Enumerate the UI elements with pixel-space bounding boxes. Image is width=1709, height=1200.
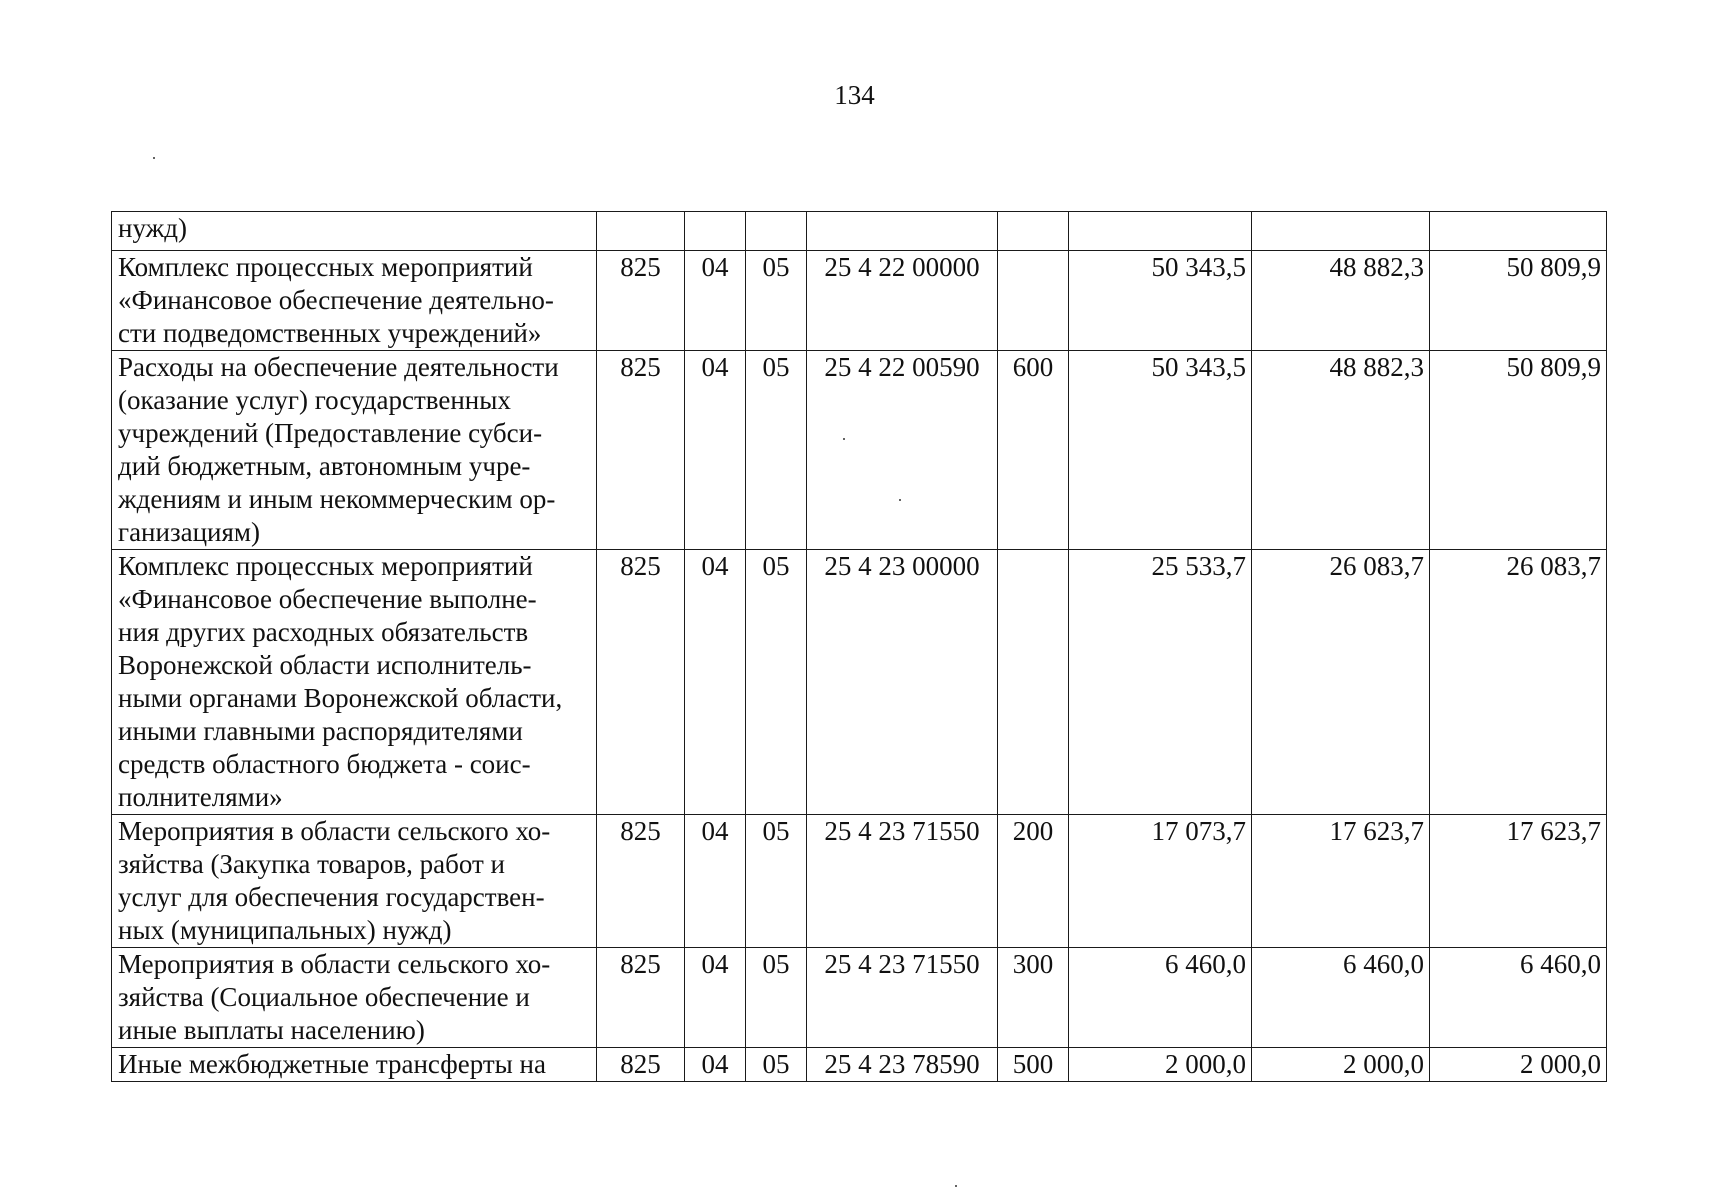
cell-csr: 25 4 23 00000: [807, 550, 998, 815]
cell-vr: [998, 212, 1069, 251]
cell-sum-2: 2 000,0: [1252, 1048, 1430, 1082]
name-line: «Финансовое обеспечение выполне-: [118, 584, 537, 614]
cell-sum-1: 17 073,7: [1069, 815, 1252, 948]
table-row: [112, 815, 1607, 948]
cell-rz: 04: [685, 948, 746, 1048]
cell-sum-3: 17 623,7: [1430, 815, 1607, 948]
cell-sum-3: 2 000,0: [1430, 1048, 1607, 1082]
name-line: (оказание услуг) государственных: [118, 385, 511, 415]
name-line: Иные межбюджетные трансферты на: [118, 1049, 546, 1079]
cell-rz: 04: [685, 251, 746, 351]
cell-pr: 05: [746, 251, 807, 351]
cell-sum-3: 6 460,0: [1430, 948, 1607, 1048]
table-row: [112, 251, 1607, 351]
cell-sum-1: [1069, 212, 1252, 251]
name-line: ных (муниципальных) нужд): [118, 915, 452, 945]
cell-sum-3: [1430, 212, 1607, 251]
cell-pr: 05: [746, 1048, 807, 1082]
cell-pr: 05: [746, 351, 807, 550]
cell-sum-3: 50 809,9: [1430, 251, 1607, 351]
cell-sum-1: 50 343,5: [1069, 251, 1252, 351]
cell-csr: 25 4 22 00590: [807, 351, 998, 550]
name-line: Мероприятия в области сельского хо-: [118, 949, 551, 979]
cell-sum-2: 48 882,3: [1252, 351, 1430, 550]
cell-rz: 04: [685, 1048, 746, 1082]
name-line: зяйства (Закупка товаров, работ и: [118, 849, 506, 879]
name-line: Воронежской области исполнитель-: [118, 650, 532, 680]
cell-csr: 25 4 23 78590: [807, 1048, 998, 1082]
table-row: [112, 351, 1607, 550]
cell-sum-3: 26 083,7: [1430, 550, 1607, 815]
name-line: учреждений (Предоставление субси-: [118, 418, 543, 448]
cell-gr: 825: [597, 550, 685, 815]
budget-allocation-table: [111, 211, 1607, 1082]
name-line: сти подведомственных учреждений»: [118, 318, 542, 348]
cell-name: [112, 948, 597, 1048]
cell-pr: 05: [746, 815, 807, 948]
cell-gr: 825: [597, 1048, 685, 1082]
name-line: зяйства (Социальное обеспечение и: [118, 982, 530, 1012]
cell-gr: 825: [597, 815, 685, 948]
name-line: ния других расходных обязательств: [118, 617, 529, 647]
scan-speck: [153, 157, 155, 159]
cell-sum-2: [1252, 212, 1430, 251]
cell-vr: 200: [998, 815, 1069, 948]
name-line: Мероприятия в области сельского хо-: [118, 816, 551, 846]
cell-name: [112, 251, 597, 351]
cell-name: [112, 212, 597, 251]
name-line: ганизациям): [118, 517, 261, 547]
cell-csr: 25 4 23 71550: [807, 948, 998, 1048]
scan-speck: [955, 1185, 957, 1187]
name-line: ждениям и иным некоммерческим ор-: [118, 484, 556, 514]
name-line: дий бюджетным, автономным учре-: [118, 451, 531, 481]
cell-rz: [685, 212, 746, 251]
cell-sum-2: 17 623,7: [1252, 815, 1430, 948]
cell-rz: 04: [685, 550, 746, 815]
cell-vr: 300: [998, 948, 1069, 1048]
cell-name: [112, 815, 597, 948]
name-line: средств областного бюджета - соис-: [118, 749, 531, 779]
cell-sum-1: 2 000,0: [1069, 1048, 1252, 1082]
table-row: [112, 1048, 1607, 1082]
cell-pr: 05: [746, 948, 807, 1048]
cell-sum-1: 6 460,0: [1069, 948, 1252, 1048]
cell-vr: [998, 251, 1069, 351]
cell-sum-2: 48 882,3: [1252, 251, 1430, 351]
cell-pr: 05: [746, 550, 807, 815]
cell-csr: 25 4 23 71550: [807, 815, 998, 948]
name-line: услуг для обеспечения государствен-: [118, 882, 545, 912]
cell-name: [112, 351, 597, 550]
cell-name: [112, 1048, 597, 1082]
cell-gr: 825: [597, 351, 685, 550]
name-line: иные выплаты населению): [118, 1015, 425, 1045]
name-line: Комплекс процессных мероприятий: [118, 551, 533, 581]
cell-vr: 600: [998, 351, 1069, 550]
cell-sum-2: 26 083,7: [1252, 550, 1430, 815]
name-line: полнителями»: [118, 782, 283, 812]
cell-sum-1: 50 343,5: [1069, 351, 1252, 550]
name-line: Комплекс процессных мероприятий: [118, 252, 533, 282]
cell-vr: [998, 550, 1069, 815]
page-number: 134: [834, 80, 875, 110]
name-line: иными главными распорядителями: [118, 716, 523, 746]
cell-rz: 04: [685, 815, 746, 948]
cell-sum-3: 50 809,9: [1430, 351, 1607, 550]
cell-vr: 500: [998, 1048, 1069, 1082]
cell-pr: [746, 212, 807, 251]
cell-sum-1: 25 533,7: [1069, 550, 1252, 815]
cell-rz: 04: [685, 351, 746, 550]
cell-gr: 825: [597, 251, 685, 351]
name-line: «Финансовое обеспечение деятельно-: [118, 285, 554, 315]
cell-gr: 825: [597, 948, 685, 1048]
table-row: [112, 550, 1607, 815]
name-line: ными органами Воронежской области,: [118, 683, 563, 713]
name-line: Расходы на обеспечение деятельности: [118, 352, 559, 382]
cell-csr: [807, 212, 998, 251]
cell-gr: [597, 212, 685, 251]
cell-name: [112, 550, 597, 815]
cell-sum-2: 6 460,0: [1252, 948, 1430, 1048]
table-row: [112, 212, 1607, 251]
table-row: [112, 948, 1607, 1048]
cell-csr: 25 4 22 00000: [807, 251, 998, 351]
name-line: нужд): [118, 213, 187, 243]
